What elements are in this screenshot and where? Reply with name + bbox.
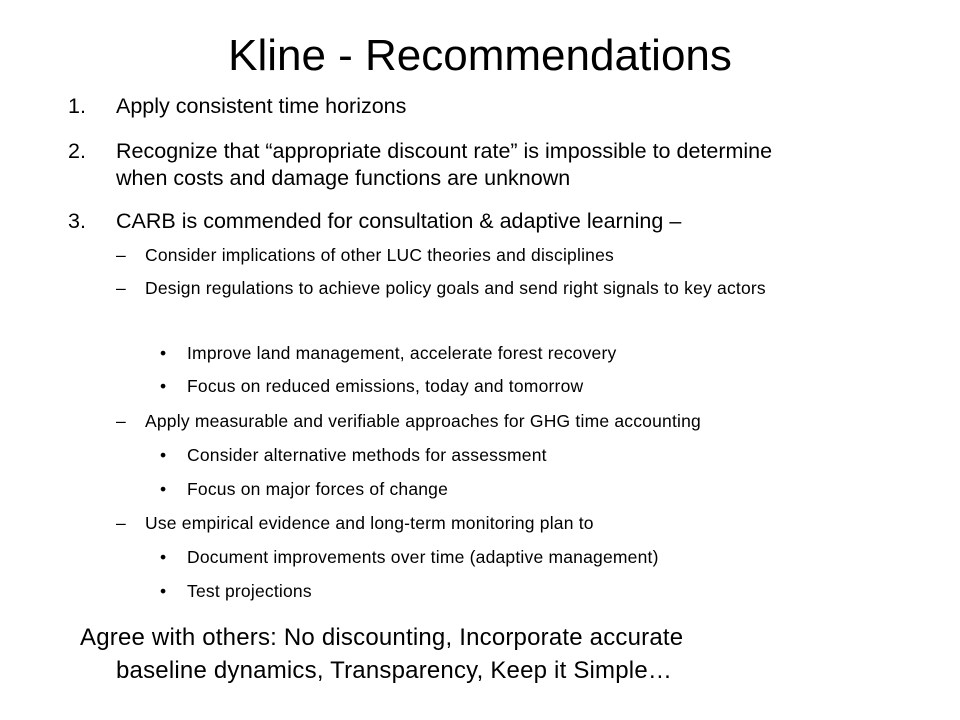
bullet-item-text: Focus on reduced emissions, today and tomorrow: [187, 376, 584, 396]
bullet-item: [160, 341, 900, 366]
summary-line-1: Agree with others: No discounting, Incorporate accurate: [80, 624, 684, 651]
bullet-item: [160, 579, 900, 604]
bullet-marker: •: [160, 376, 167, 396]
bullet-marker: •: [160, 547, 167, 567]
sub-item: [116, 276, 916, 301]
bullet-item-text: Document improvements over time (adaptive management): [187, 547, 659, 567]
sub-item: [116, 409, 916, 434]
bullet-marker: •: [160, 343, 167, 363]
item-number: 1.: [68, 94, 86, 118]
bullet-item: [160, 443, 900, 468]
numbered-item-1: [68, 93, 828, 120]
bullet-item: [160, 477, 900, 502]
item-number: 3.: [68, 209, 86, 233]
bullet-item-text: Test projections: [187, 581, 312, 601]
sub-item-text: Use empirical evidence and long-term monitoring plan to: [145, 513, 594, 533]
slide-title: Kline - Recommendations: [228, 31, 732, 80]
sub-item: [116, 511, 916, 536]
bullet-item: [160, 545, 900, 570]
bullet-item-text: Focus on major forces of change: [187, 479, 449, 499]
item-text: Recognize that “appropriate discount rate” is impossible to determine when costs and damage functions are unknown: [116, 139, 773, 190]
item-text: Apply consistent time horizons: [116, 94, 407, 118]
summary-text: [80, 621, 840, 687]
bullet-item: [160, 374, 900, 399]
sub-item-text: Apply measurable and verifiable approaches for GHG time accounting: [145, 411, 701, 431]
item-number: 2.: [68, 139, 86, 163]
dash-marker: –: [116, 278, 126, 298]
sub-item: [116, 243, 916, 268]
bullet-item-text: Consider alternative methods for assessment: [187, 445, 547, 465]
numbered-item-3: [68, 208, 828, 235]
sub-item-text: Design regulations to achieve policy goals and send right signals to key actors: [145, 278, 766, 298]
dash-marker: –: [116, 245, 126, 265]
summary-line-2: baseline dynamics, Transparency, Keep it Simple…: [116, 657, 673, 684]
bullet-marker: •: [160, 479, 167, 499]
dash-marker: –: [116, 411, 126, 431]
dash-marker: –: [116, 513, 126, 533]
numbered-item-2: [68, 138, 828, 192]
bullet-marker: •: [160, 581, 167, 601]
sub-item-text: Consider implications of other LUC theories and disciplines: [145, 245, 614, 265]
bullet-item-text: Improve land management, accelerate forest recovery: [187, 343, 617, 363]
bullet-marker: •: [160, 445, 167, 465]
item-text: CARB is commended for consultation & adaptive learning –: [116, 209, 682, 233]
